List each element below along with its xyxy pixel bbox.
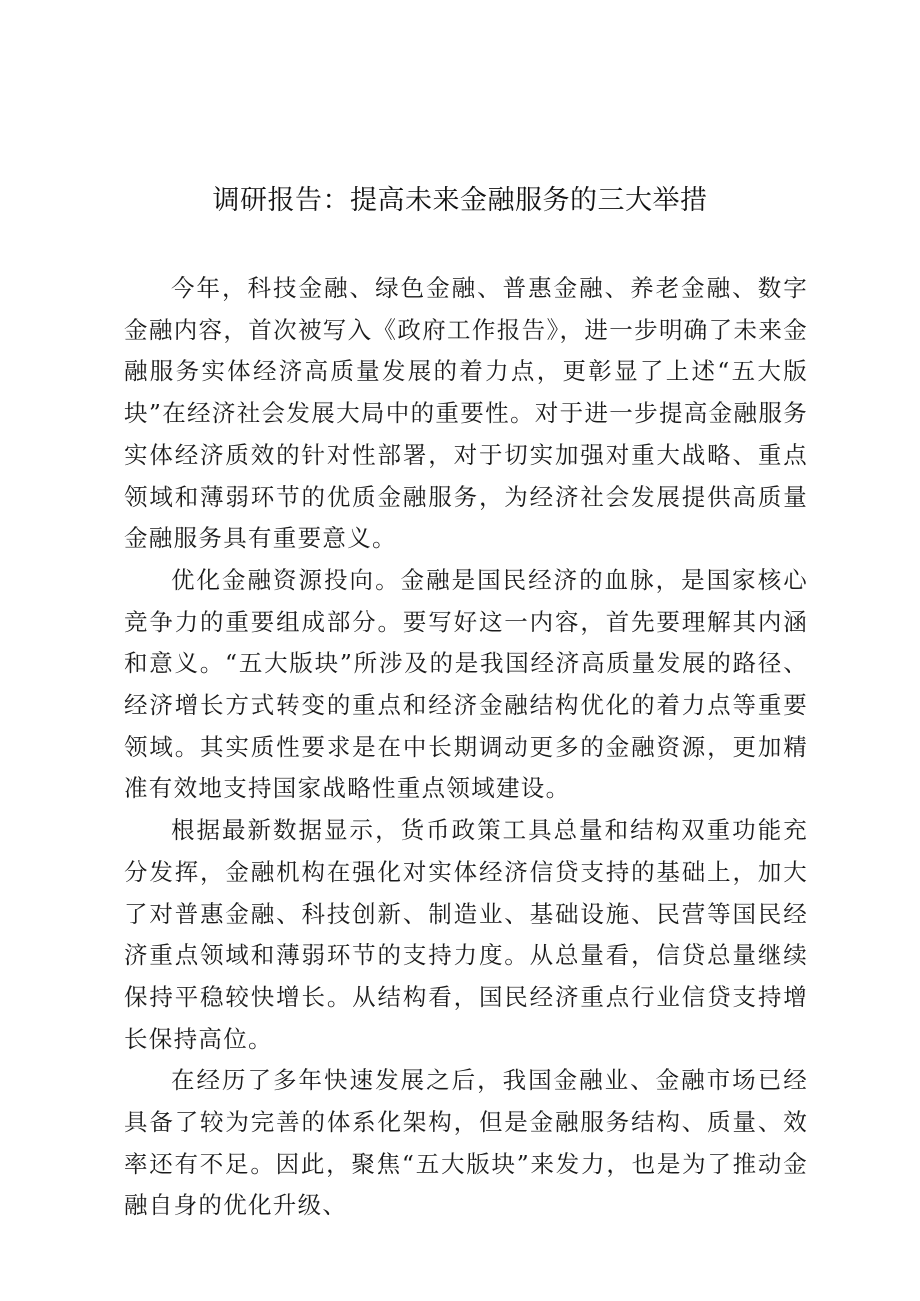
paragraph-development: 在经历了多年快速发展之后，我国金融业、金融市场已经具备了较为完善的体系化架构，但是金融服务结构、质量、效率还有不足。因此，聚焦“五大版块”来发力，也是为了推动金融自身的优化升级、 [124,1066,808,1220]
paragraph-intro: 今年，科技金融、绿色金融、普惠金融、养老金融、数字金融内容，首次被写入《政府工作报告》，进一步明确了未来金融服务实体经济高质量发展的着力点，更彰显了上述“五大版块”在经济社会发展大局中的重要性。对于进一步提高金融服务实体经济质效的针对性部署，对于切实加强对重大战略、重点领域和薄弱环节的优质金融服务，为经济社会发展提供高质量金融服务具有重要意义。 [124,274,808,553]
paragraph-latest-data: 根据最新数据显示，货币政策工具总量和结构双重功能充分发挥，金融机构在强化对实体经济信贷支持的基础上，加大了对普惠金融、科技创新、制造业、基础设施、民营等国民经济重点领域和薄弱环节的支持力度。从总量看，信贷总量继续保持平稳较快增长。从结构看，国民经济重点行业信贷支持增长保持高位。 [124,816,808,1053]
paragraph-optimize-resources: 优化金融资源投向。金融是国民经济的血脉，是国家核心竞争力的重要组成部分。要写好这一内容，首先要理解其内涵和意义。“五大版块”所涉及的是我国经济高质量发展的路径、经济增长方式转变的重点和经济金融结构优化的着力点等重要领域。其实质性要求是在中长期调动更多的金融资源，更加精准有效地支持国家战略性重点领域建设。 [124,565,808,803]
document-title: 调研报告：提高未来金融服务的三大举措 [212,185,708,216]
document-body [124,268,808,1227]
